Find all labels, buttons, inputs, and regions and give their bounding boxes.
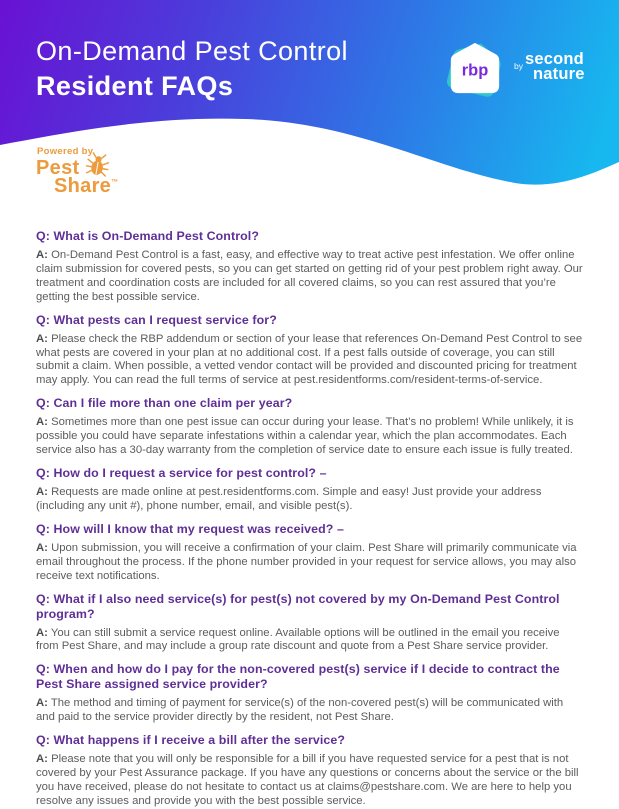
answer-text: Please check the RBP addendum or section of your lease that references On-Demand Pest Control to see what pests are covered in your plan at no additional cost. If a pest falls outside of coverage, you can still submit a claim. When possible, a vetted vendor contact will be provided and discounted pricing for treatment may apply. You can read the full terms of service at pest.residentforms.com/resident-terms-of-service. [36,332,583,387]
faq-question: Q: Can I file more than one claim per year? [36,396,293,411]
faq-question: Q: What if I also need service(s) for pest(s) not covered by my On-Demand Pest Control program? [36,591,560,621]
faq-answer [36,753,585,809]
pestshare-word-share: Share [54,175,112,197]
page-subtitle: Resident FAQs [36,71,234,101]
faq-question: Q: What pests can I request service for? [36,312,277,327]
faq-question: Q: How do I request a service for pest control? – [36,465,327,480]
trademark-symbol: ™ [111,179,119,186]
answer-text: Requests are made online at pest.residentforms.com. Simple and easy! Just provide your address (including any unit #), phone number, email, and visible pest(s). [36,485,542,512]
rbp-logo-icon [446,39,504,97]
faq-item [36,592,585,655]
faq-answer [36,697,585,725]
faq-list [0,210,619,809]
faq-question: Q: What happens if I receive a bill after the service? [36,733,346,748]
page-title: On-Demand Pest Control [36,36,348,66]
faq-question: Q: When and how do I pay for the non-covered pest(s) service if I decide to contract the Pest Share assigned service provider? [36,662,560,692]
powered-by-label: Powered by [37,146,94,157]
pestshare-logo [36,146,118,197]
answer-prefix: A: [36,541,48,554]
answer-prefix: A: [36,416,48,429]
pestshare-word-pest: Pest [36,157,80,179]
answer-prefix: A: [36,626,48,639]
faq-item [36,662,585,725]
faq-question: Q: How will I know that my request was received? – [36,521,344,536]
faq-item [36,522,585,584]
header-banner [0,0,619,210]
answer-text: The method and timing of payment for service(s) of the non-covered pest(s) will be communicated with and paid to the service provider directly by the resident, not Pest Share. [36,697,564,724]
faq-answer [36,249,585,305]
faq-answer [36,416,585,458]
faq-item [36,229,585,305]
faq-item [36,733,585,809]
faq-answer [36,486,585,514]
answer-text: Upon submission, you will receive a confirmation of your claim. Pest Share will primarily communicate via email throughout the process. If the phone number provided in your request for service allows, you may also receive text notifications. [36,541,577,582]
faq-item [36,313,585,389]
faq-item [36,396,585,458]
answer-text: Please note that you will only be responsible for a bill if you have requested service for a pest that is not covered by your Pest Assurance package. If you have any questions or concerns about the service or the bill you have received, please do not hesitate to contact us at claims@pestshare.com. We are here to help you resolve any issues and provide you with the best possible service. [36,753,579,807]
answer-prefix: A: [36,753,48,766]
answer-text: You can still submit a service request online. Available options will be outlined in the email you receive from Pest Share, and may include a group rate discount and quote from a Pest Share service provider. [36,626,560,653]
brand-word-nature: nature [532,64,585,83]
bug-icon [82,150,113,181]
answer-prefix: A: [36,697,48,710]
faq-answer [36,333,585,389]
answer-prefix: A: [36,485,48,498]
brand-word-second: second [524,50,584,68]
answer-text: Sometimes more than one pest issue can occur during your lease. That’s no problem! While unlikely, it is possible you could have separate infestations within a calendar year, which the plan accommodates. Each service also has a 30-day warranty from the completion of service date to ensure each issue is fully treated. [36,416,574,457]
rbp-logo-text: rbp [461,61,489,80]
second-nature-logo [514,52,585,84]
faq-answer [36,542,585,584]
answer-prefix: A: [36,249,48,261]
answer-text: On-Demand Pest Control is a fast, easy, and effective way to treat active pest infestation. We offer online claim submission for covered pests, so you can get started on getting rid of your pest problem right away. Our treatment and coordination costs are included for all covered claims, so you can rest assured that you’re getting the best possible service. [36,249,583,303]
by-label: by [514,60,523,71]
faq-question: Q: What is On-Demand Pest Control? [36,229,259,243]
faq-answer [36,627,585,655]
faq-item [36,466,585,514]
answer-prefix: A: [36,332,48,345]
